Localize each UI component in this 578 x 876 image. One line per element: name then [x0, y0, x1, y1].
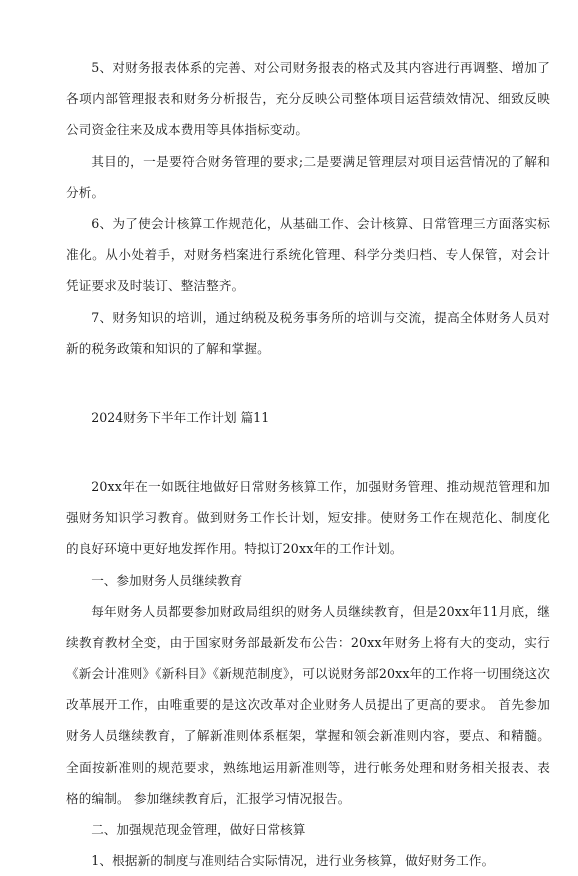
spacer [66, 364, 550, 402]
subheading-continuing-education: 一、参加财务人员继续教育 [91, 572, 243, 588]
subheading-cash-management: 二、加强规范现金管理，做好日常核算 [91, 822, 306, 838]
paragraph-item-7: 7、财务知识的培训，通过纳税及税务事务所的培训与交流，提高全体财务人员对新的税务政策和知识的了解和掌握。 [66, 309, 550, 356]
paragraph-item-5: 5、对财务报表体系的完善、对公司财务报表的格式及其内容进行再调整、增加了各项内部管理报表和财务分析报告，充分反映公司整体项目运营绩效情况、细致反映公司资金往来及成本费用等具体指标变动。 [66, 60, 550, 138]
paragraph-intro: 20xx年在一如既往地做好日常财务核算工作，加强财务管理、推动规范管理和加强财务知识学习教育。做到财务工作长计划，短安排。使财务工作在规范化、制度化的良好环境中更好地发挥作用。特拟订20xx年的工作计划。 [66, 479, 550, 557]
spacer [66, 433, 550, 471]
paragraph-item-6: 6、为了使会计核算工作规范化，从基础工作、会计核算、日常管理三方面落实标准化。从小处着手，对财务档案进行系统化管理、科学分类归档、专人保管，对会计凭证要求及时装订、整洁整齐。 [66, 216, 550, 294]
section-title: 2024财务下半年工作计划 篇11 [91, 410, 270, 426]
document-page [66, 52, 550, 876]
paragraph-cash-management-1: 1、根据新的制度与准则结合实际情况，进行业务核算，做好财务工作。 [91, 853, 495, 869]
paragraph-continuing-education: 每年财务人员都要参加财政局组织的财务人员继续教育，但是20xx年11月底，继续教育教材全变，由于国家财务部最新发布公告：20xx年财务上将有大的变动，实行《新会计准则》《新科目》《新规范制度》，可以说财务部20xx年的工作将一切围绕这次改革展开工作，由唯重要的是这次改革对企业财务人员提出了更高的要求。 首先参加财务人员继续教育，了解新准则体系框架，掌握和领会新准则内容，要点、和精髓。全面按新准则的规范要求，熟练地运用新准则等，进行帐务处理和财务相关报表、表格的编制。 参加继续教育后，汇报学习情况报告。 [66, 603, 550, 806]
paragraph-purpose: 其目的，一是要符合财务管理的要求;二是要满足管理层对项目运营情况的了解和分析。 [66, 153, 550, 200]
